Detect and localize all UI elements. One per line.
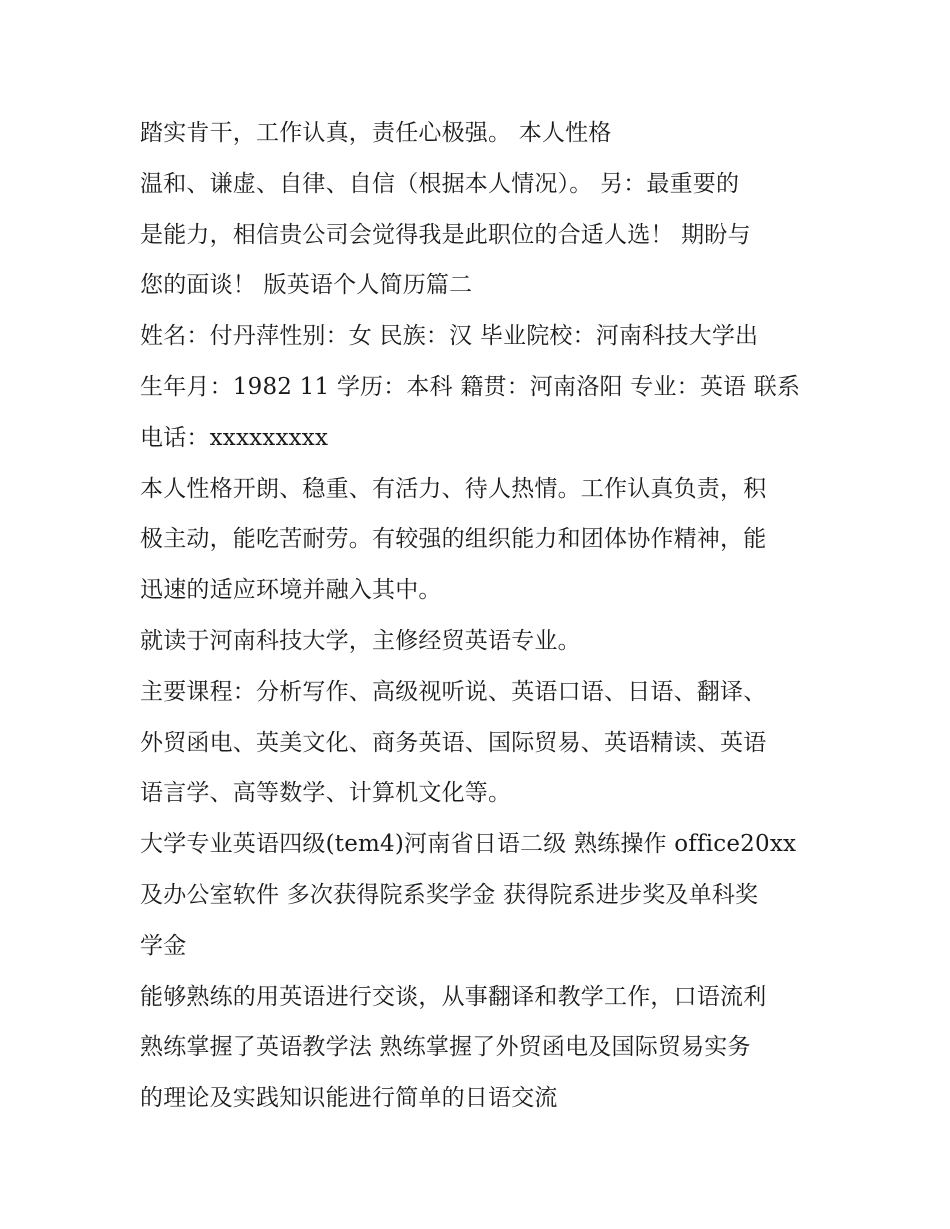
text-line: 及办公室软件 多次获得院系奖学金 获得院系进步奖及单科奖 [140,881,759,908]
text-line: 大学专业英语四级(tem4)河南省日语二级 熟练操作 office20xx [140,831,797,858]
text-line: 主要课程：分析写作、高级视听说、英语口语、日语、翻译、 [140,678,767,705]
text-line: 熟练掌握了英语教学法 熟练掌握了外贸函电及国际贸易实务 [140,1034,751,1061]
text-line: 踏实肯干，工作认真，责任心极强。 本人性格 [140,120,612,146]
text-line: 温和、谦虚、自律、自信（根据本人情况）。 另：最重要的 [140,170,740,197]
text-line: 语言学、高等数学、计算机文化等。 [140,780,512,807]
text-line: 就读于河南科技大学，主修经贸英语专业。 [140,627,581,654]
text-line: 生年月：1982 11 学历：本科 籍贯：河南洛阳 专业：英语 联系 [140,373,801,400]
text-line: 迅速的适应环境并融入其中。 [140,577,442,604]
text-line: 是能力，相信贵公司会觉得我是此职位的合适人选！ 期盼与 [140,221,751,248]
text-line: 学金 [140,932,187,959]
text-line: 能够熟练的用英语进行交谈，从事翻译和教学工作，口语流利 [140,983,767,1010]
text-line: 您的面谈！ 版英语个人简历篇二 [140,272,473,299]
text-line: 极主动，能吃苦耐劳。有较强的组织能力和团体协作精神，能 [140,526,767,553]
text-line: 本人性格开朗、稳重、有活力、待人热情。工作认真负责，积 [140,475,767,502]
text-line: 电话：xxxxxxxxx [140,424,329,451]
text-line: 姓名：付丹萍性别：女 民族：汉 毕业院校：河南科技大学出 [140,323,759,350]
text-line: 的理论及实践知识能进行简单的日语交流 [140,1085,558,1112]
document-body [140,108,820,1124]
text-line: 外贸函电、英美文化、商务英语、国际贸易、英语精读、英语 [140,729,767,756]
